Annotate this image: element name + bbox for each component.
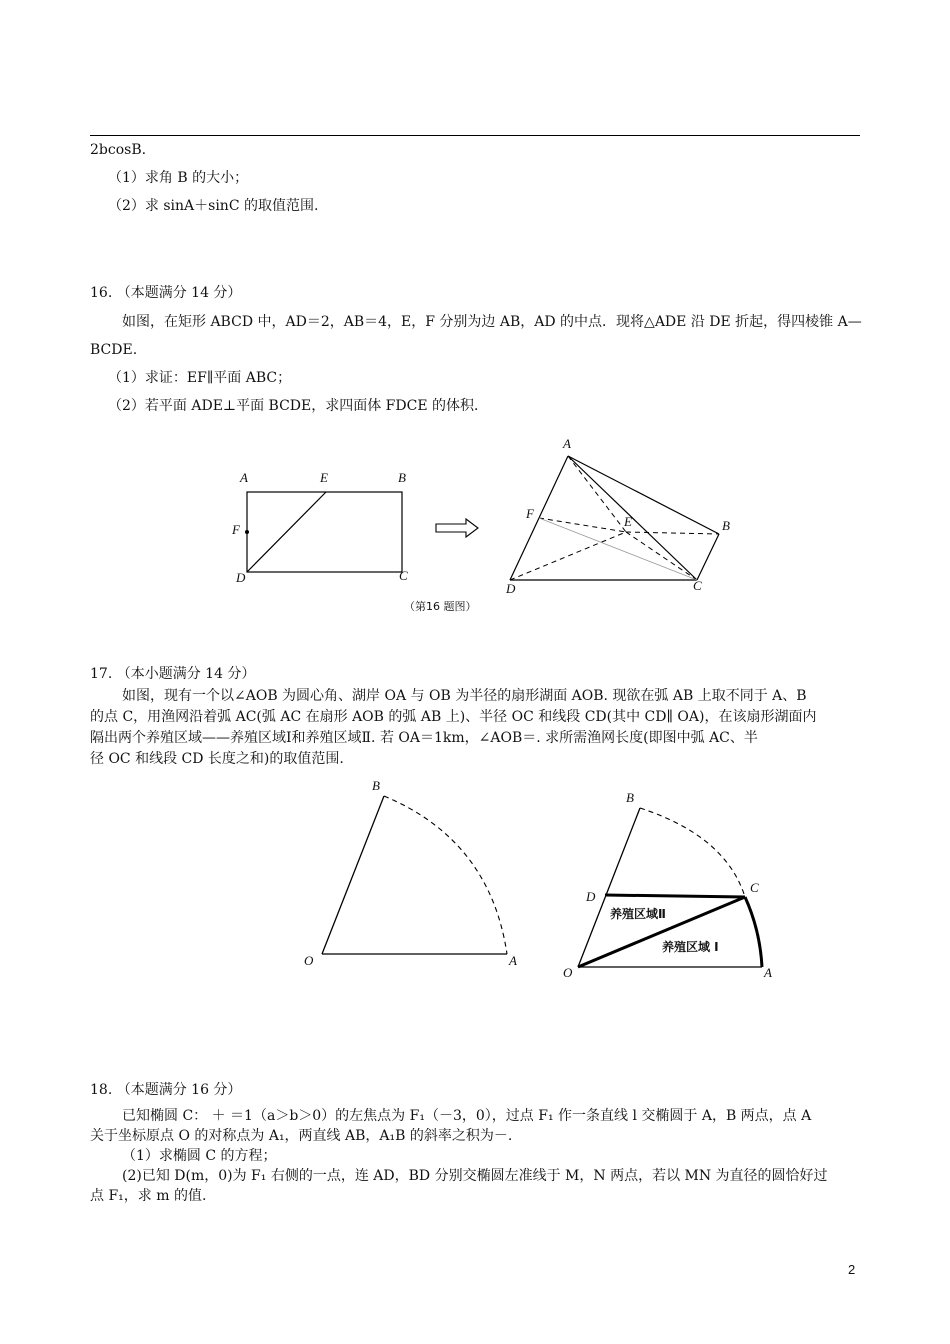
q16-figure xyxy=(0,430,950,650)
label-d: D xyxy=(236,570,246,585)
label-c4: C xyxy=(750,880,759,895)
arc-ab xyxy=(384,796,507,954)
q17-body-line2: 的点 C，用渔网沿着弧 AC(弧 AC 在扇形 AOB 的弧 AB 上)、半径 OC 和线段 CD(其中 CD∥ OA)，在该扇形湖面内 xyxy=(90,709,817,725)
label-f2: F xyxy=(526,506,534,521)
q16-part1: （1）求证：EF∥平面 ABC； xyxy=(108,370,292,386)
edge-ab xyxy=(568,456,719,534)
q18-body-line1: 已知椭圆 C： ＋ ＝1（a＞b＞0）的左焦点为 F₁（－3，0），过点 F₁ 作一条直线 l 交椭圆于 A，B 两点，点 A xyxy=(122,1108,812,1124)
edge-fc xyxy=(539,518,697,580)
label-e2: E xyxy=(624,514,632,529)
edge-ac xyxy=(568,456,697,580)
q17-header: 17. （本小题满分 14 分） xyxy=(90,666,256,682)
header-rule xyxy=(90,135,860,136)
radius-ob-2 xyxy=(578,808,640,967)
edge-fe-hidden xyxy=(539,518,626,532)
label-a2: A xyxy=(563,436,571,451)
page-number: 2 xyxy=(848,1262,856,1277)
label-b4: B xyxy=(626,790,634,805)
label-f: F xyxy=(232,522,240,537)
q16-header: 16. （本题满分 14 分） xyxy=(90,285,242,301)
label-o3: O xyxy=(304,953,314,968)
arc-bc xyxy=(640,808,745,897)
q15-part2: （2）求 sinA＋sinC 的取值范围. xyxy=(108,198,319,214)
edge-ae-hidden xyxy=(568,456,626,532)
q15-part1: （1）求角 B 的大小； xyxy=(108,170,249,186)
q18-part1: （1）求椭圆 C 的方程； xyxy=(122,1148,277,1164)
q18-part2-line1: (2)已知 D(m，0)为 F₁ 右侧的一点，连 AD，BD 分别交椭圆左准线于 M，N 两点，若以 MN 为直径的圆恰好过 xyxy=(122,1168,828,1184)
q16-part2: （2）若平面 ADE⊥平面 BCDE，求四面体 FDCE 的体积． xyxy=(108,398,489,414)
point-f xyxy=(245,530,249,534)
label-e: E xyxy=(320,470,328,485)
segment-de xyxy=(247,492,326,572)
label-b: B xyxy=(398,470,406,485)
label-d2: D xyxy=(506,581,516,596)
edge-cb xyxy=(697,534,719,580)
label-a3: A xyxy=(509,953,517,968)
rectangle-abcd xyxy=(247,492,402,572)
label-a4: A xyxy=(764,965,772,980)
label-b3: B xyxy=(372,778,380,793)
fold-arrow-icon xyxy=(436,519,478,537)
q18-body-line2: 关于坐标原点 O 的对称点为 A₁，两直线 AB，A₁B 的斜率之积为－. xyxy=(90,1128,513,1144)
q18-part2-line2: 点 F₁，求 m 的值. xyxy=(90,1188,207,1204)
q15-tail: 2bcosB. xyxy=(90,142,147,158)
label-c: C xyxy=(399,568,408,583)
q16-figure-caption: （第16 题图） xyxy=(404,600,477,613)
edge-eb-hidden xyxy=(626,532,719,534)
q18-header: 18. （本题满分 16 分） xyxy=(90,1082,242,1098)
arc-ac-net xyxy=(745,897,762,967)
region-2-label: 养殖区域Ⅱ xyxy=(610,907,666,921)
q16-body-line2: BCDE. xyxy=(90,342,138,358)
label-o4: O xyxy=(563,965,573,980)
label-c2: C xyxy=(693,578,702,593)
label-b2: B xyxy=(722,518,730,533)
q17-body-line3: 隔出两个养殖区域——养殖区域Ⅰ和养殖区域Ⅱ. 若 OA＝1km，∠AOB＝. 求所需渔网长度(即图中弧 AC、半 xyxy=(90,730,758,746)
q17-body-line1: 如图，现有一个以∠AOB 为圆心角、湖岸 OA 与 OB 为半径的扇形湖面 AOB. 现欲在弧 AB 上取不同于 A、B xyxy=(122,688,807,704)
q16-body-line1: 如图，在矩形 ABCD 中，AD＝2，AB＝4，E，F 分别为边 AB，AD 的中点．现将△ADE 沿 DE 折起，得四棱锥 A— xyxy=(122,314,862,330)
label-a: A xyxy=(240,470,248,485)
label-d4: D xyxy=(586,889,596,904)
edge-de-hidden xyxy=(510,532,626,580)
q17-body-line4: 径 OC 和线段 CD 长度之和)的取值范围. xyxy=(90,751,344,767)
q17-figure xyxy=(0,770,950,1000)
radius-ob xyxy=(322,796,384,954)
segment-cd-net xyxy=(605,895,745,897)
region-1-label: 养殖区域 I xyxy=(662,940,719,954)
